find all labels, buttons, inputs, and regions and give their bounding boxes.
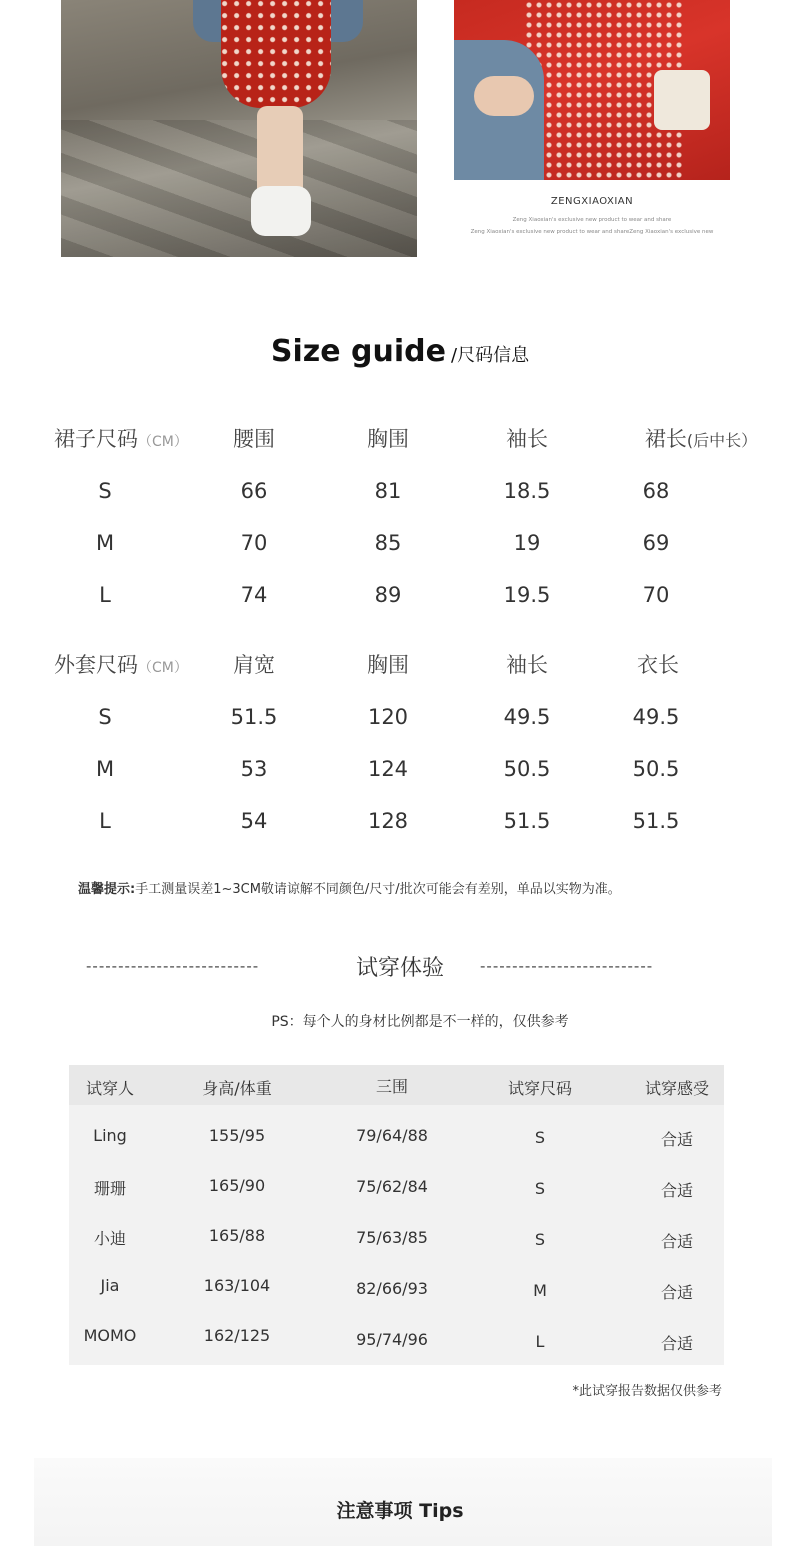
tryon-cell: 82/66/93 bbox=[356, 1279, 428, 1298]
skirt-cell: S bbox=[98, 479, 112, 503]
tryon-cell: 165/90 bbox=[208, 1176, 266, 1195]
tryon-cell: L bbox=[535, 1332, 545, 1351]
size-guide-title bbox=[0, 334, 800, 369]
tryon-cell: 合适 bbox=[660, 1232, 694, 1251]
unit-label: （CM） bbox=[138, 660, 188, 676]
tryon-note: *此试穿报告数据仅供参考 bbox=[572, 1384, 722, 1399]
tip-label: 温馨提示: bbox=[78, 882, 136, 897]
jacket-cell: 120 bbox=[367, 705, 409, 729]
product-photo-right bbox=[454, 0, 730, 180]
size-guide-title-en: Size guide bbox=[270, 334, 446, 369]
skirt-cell: 66 bbox=[240, 479, 268, 503]
tryon-header-measurements: 三围 bbox=[375, 1077, 409, 1096]
tryon-cell: M bbox=[533, 1281, 547, 1300]
tryon-cell: 小迪 bbox=[93, 1229, 127, 1248]
jacket-cell: M bbox=[95, 757, 115, 781]
jacket-cell: 51.5 bbox=[503, 809, 551, 833]
size-guide-title-cn: /尺码信息 bbox=[451, 345, 530, 366]
skirt-cell: 70 bbox=[642, 583, 670, 607]
tryon-cell: MOMO bbox=[83, 1326, 137, 1345]
skirt-cell: 74 bbox=[240, 583, 268, 607]
tryon-cell: 162/125 bbox=[203, 1326, 271, 1345]
skirt-cell: 68 bbox=[642, 479, 670, 503]
tryon-cell: 163/104 bbox=[203, 1276, 271, 1295]
jacket-header-size: 外套尺码（CM） bbox=[54, 653, 188, 677]
tryon-cell: 75/62/84 bbox=[356, 1177, 428, 1196]
tryon-header-size: 试穿尺码 bbox=[507, 1079, 573, 1098]
tryon-header-height-weight: 身高/体重 bbox=[202, 1079, 272, 1098]
measurement-tip bbox=[78, 878, 621, 897]
tryon-cell: Jia bbox=[100, 1276, 120, 1295]
skirt-cell: 69 bbox=[642, 531, 670, 555]
jacket-cell: 50.5 bbox=[503, 757, 551, 781]
tryon-cell: 165/88 bbox=[208, 1226, 266, 1245]
photo-hand bbox=[474, 76, 534, 116]
jacket-header-shoulder: 肩宽 bbox=[233, 653, 275, 677]
skirt-cell: 81 bbox=[374, 479, 402, 503]
skirt-cell: M bbox=[95, 531, 115, 555]
jacket-header-length: 衣长 bbox=[637, 653, 679, 677]
tryon-cell: 75/63/85 bbox=[356, 1228, 428, 1247]
skirt-cell: 89 bbox=[374, 583, 402, 607]
tryon-cell: 合适 bbox=[660, 1130, 694, 1149]
jacket-cell: S bbox=[98, 705, 112, 729]
skirt-header-sleeve: 袖长 bbox=[506, 427, 548, 451]
skirt-header-length: 裙长(后中长） bbox=[644, 427, 758, 451]
tryon-cell: 合适 bbox=[660, 1334, 694, 1353]
tryon-header-person: 试穿人 bbox=[85, 1079, 135, 1098]
photo-shadow bbox=[61, 120, 417, 257]
skirt-cell: L bbox=[99, 583, 111, 607]
tryon-cell: 155/95 bbox=[208, 1126, 266, 1145]
tryon-table bbox=[69, 1065, 724, 1365]
brand-name: ZENGXIAOXIAN bbox=[550, 196, 634, 207]
tryon-cell: 95/74/96 bbox=[356, 1330, 428, 1349]
jacket-header-chest: 胸围 bbox=[367, 653, 409, 677]
tryon-cell: 珊珊 bbox=[93, 1179, 127, 1198]
tryon-ps: PS：每个人的身材比例都是不一样的，仅供参考 bbox=[271, 1014, 569, 1030]
skirt-cell: 18.5 bbox=[503, 479, 551, 503]
brand-tagline-1: Zeng Xiaoxian's exclusive new product to wear and share bbox=[512, 217, 672, 223]
jacket-cell: 50.5 bbox=[632, 757, 680, 781]
divider-left: --------------------------- bbox=[86, 957, 260, 975]
divider-right: --------------------------- bbox=[480, 957, 654, 975]
photo-shoes bbox=[251, 186, 311, 236]
skirt-header-size: 裙子尺码（CM） bbox=[54, 427, 188, 451]
tryon-header-feeling: 试穿感受 bbox=[644, 1079, 710, 1098]
tryon-cell: S bbox=[534, 1179, 546, 1198]
jacket-cell: 54 bbox=[240, 809, 268, 833]
tryon-cell: S bbox=[534, 1230, 546, 1249]
jacket-cell: 49.5 bbox=[503, 705, 551, 729]
tryon-cell: 合适 bbox=[660, 1181, 694, 1200]
jacket-header-sleeve: 袖长 bbox=[506, 653, 548, 677]
tryon-cell: S bbox=[534, 1128, 546, 1147]
skirt-cell: 85 bbox=[374, 531, 402, 555]
skirt-cell: 19.5 bbox=[503, 583, 551, 607]
tryon-cell: 合适 bbox=[660, 1283, 694, 1302]
tip-text: 手工测量误差1~3CM敬请谅解不同颜色/尺寸/批次可能会有差别，单品以实物为准。 bbox=[135, 882, 621, 897]
unit-label: （CM） bbox=[138, 434, 188, 450]
jacket-cell: 51.5 bbox=[632, 809, 680, 833]
skirt-cell: 19 bbox=[513, 531, 541, 555]
tryon-cell: 79/64/88 bbox=[356, 1126, 428, 1145]
tryon-title: 试穿体验 bbox=[355, 956, 444, 981]
photo-bag bbox=[654, 70, 710, 130]
tips-title: 注意事项 Tips bbox=[336, 1500, 464, 1522]
skirt-header-waist: 腰围 bbox=[233, 427, 275, 451]
photo-dress bbox=[221, 0, 331, 108]
skirt-header-chest: 胸围 bbox=[367, 427, 409, 451]
skirt-cell: 70 bbox=[240, 531, 268, 555]
tryon-cell: Ling bbox=[93, 1126, 127, 1145]
product-photo-left bbox=[61, 0, 417, 257]
jacket-cell: 49.5 bbox=[632, 705, 680, 729]
jacket-cell: L bbox=[99, 809, 111, 833]
jacket-cell: 51.5 bbox=[230, 705, 278, 729]
jacket-cell: 128 bbox=[367, 809, 409, 833]
jacket-cell: 53 bbox=[240, 757, 268, 781]
jacket-cell: 124 bbox=[367, 757, 409, 781]
brand-tagline-2: Zeng Xiaoxian's exclusive new product to wear and shareZeng Xiaoxian's exclusive new bbox=[470, 229, 714, 235]
